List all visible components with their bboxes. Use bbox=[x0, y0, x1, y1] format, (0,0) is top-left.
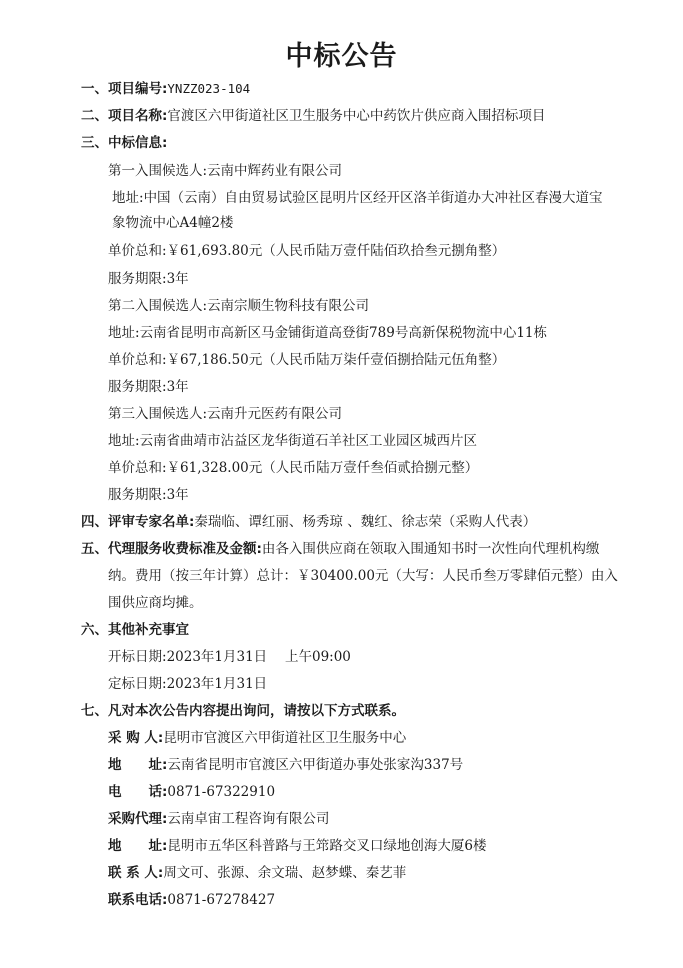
project-number-line bbox=[81, 80, 250, 98]
buyer-address-line bbox=[108, 756, 463, 774]
buyer-name-label: 采 购 人: bbox=[108, 730, 164, 746]
candidate-1-address-line2: 象物流中心A4幢2楼 bbox=[112, 215, 234, 231]
candidate-1-name: 云南中辉药业有限公司 bbox=[207, 163, 343, 179]
opening-date-value: 2023年1月31日 上午09:00 bbox=[166, 649, 351, 665]
review-experts-line bbox=[81, 513, 536, 531]
opening-date-label: 开标日期: bbox=[108, 649, 167, 665]
buyer-phone-line bbox=[108, 783, 275, 801]
review-experts-value: 秦瑞临、谭红丽、杨秀琼 、魏红、徐志荣（采购人代表） bbox=[194, 514, 537, 530]
agency-fee-text-3: 围供应商均摊。 bbox=[108, 595, 203, 611]
candidate-1-line bbox=[108, 162, 342, 180]
buyer-name-line bbox=[108, 729, 406, 747]
buyer-address: 云南省昆明市官渡区六甲街道办事处张家沟337号 bbox=[167, 757, 464, 773]
candidate-2-term-label: 服务期限: bbox=[108, 379, 167, 395]
candidate-1-term: 3年 bbox=[166, 271, 189, 287]
agent-address-line bbox=[108, 837, 487, 855]
opening-date-line bbox=[108, 648, 351, 666]
award-date-label: 定标日期: bbox=[108, 676, 167, 692]
agent-name-line bbox=[108, 810, 329, 828]
buyer-name: 昆明市官渡区六甲街道社区卫生服务中心 bbox=[163, 730, 407, 746]
candidate-3-price-label: 单价总和: bbox=[108, 460, 167, 476]
candidate-2-term-line bbox=[108, 378, 189, 396]
project-number-label: 一、项目编号: bbox=[81, 81, 168, 97]
agency-fee-line bbox=[81, 540, 599, 558]
award-date-value: 2023年1月31日 bbox=[166, 676, 268, 692]
candidate-2-price-line bbox=[108, 351, 505, 369]
award-info-heading: 三、中标信息: bbox=[81, 135, 168, 151]
candidate-3-address-line bbox=[108, 432, 477, 450]
candidate-1-price: ￥61,693.80元（人民币陆万壹仟陆佰玖拾叁元捌角整） bbox=[166, 243, 506, 259]
agent-phone: 0871-67278427 bbox=[167, 892, 276, 908]
agency-fee-text-2: 纳。费用（按三年计算）总计：￥30400.00元（大写：人民币叁万零肆佰元整）由入 bbox=[108, 568, 618, 584]
candidate-2-line bbox=[108, 297, 369, 315]
candidate-1-price-label: 单价总和: bbox=[108, 243, 167, 259]
agent-name: 云南卓宙工程咨询有限公司 bbox=[167, 811, 330, 827]
candidate-2-address-label: 地址: bbox=[108, 325, 140, 341]
candidate-3-price-line bbox=[108, 459, 478, 477]
candidate-1-price-line bbox=[108, 242, 505, 260]
candidate-3-price: ￥61,328.00元（人民币陆万壹仟叁佰贰拾捌元整） bbox=[166, 460, 479, 476]
agent-contact-label: 联 系 人: bbox=[108, 865, 164, 881]
candidate-3-label: 第三入围候选人: bbox=[108, 406, 208, 422]
agent-phone-line bbox=[108, 891, 275, 909]
candidate-3-address-label: 地址: bbox=[108, 433, 140, 449]
buyer-phone: 0871-67322910 bbox=[167, 784, 276, 800]
project-number-value: YNZZ023-104 bbox=[167, 81, 251, 96]
agent-name-label: 采购代理: bbox=[108, 811, 168, 827]
review-experts-label: 四、评审专家名单: bbox=[81, 514, 195, 530]
candidate-3-address: 云南省曲靖市沾益区龙华街道石羊社区工业园区城西片区 bbox=[139, 433, 478, 449]
agency-fee-text-1: 由各入围供应商在领取入围通知书时一次性向代理机构缴 bbox=[261, 541, 600, 557]
project-name-line bbox=[81, 107, 545, 125]
buyer-phone-label: 电 话: bbox=[108, 784, 168, 800]
candidate-1-address-line bbox=[112, 189, 603, 207]
page-title: 中标公告 bbox=[285, 41, 398, 72]
agent-address-label: 地 址: bbox=[108, 838, 168, 854]
buyer-address-label: 地 址: bbox=[108, 757, 168, 773]
award-date-line bbox=[108, 675, 267, 693]
candidate-2-address: 云南省昆明市高新区马金铺街道高登街789号高新保税物流中心11栋 bbox=[139, 325, 548, 341]
candidate-1-term-label: 服务期限: bbox=[108, 271, 167, 287]
candidate-3-line bbox=[108, 405, 342, 423]
project-name-value: 官渡区六甲街道社区卫生服务中心中药饮片供应商入围招标项目 bbox=[167, 108, 546, 124]
agent-address: 昆明市五华区科普路与王筇路交叉口绿地创海大厦6楼 bbox=[167, 838, 487, 854]
candidate-1-term-line bbox=[108, 270, 189, 288]
candidate-2-address-line bbox=[108, 324, 547, 342]
agent-contact-line bbox=[108, 864, 406, 882]
candidate-2-label: 第二入围候选人: bbox=[108, 298, 208, 314]
candidate-2-price: ￥67,186.50元（人民币陆万柒仟壹佰捌拾陆元伍角整） bbox=[166, 352, 506, 368]
project-name-label: 二、项目名称: bbox=[81, 108, 168, 124]
candidate-1-label: 第一入围候选人: bbox=[108, 163, 208, 179]
candidate-3-term-label: 服务期限: bbox=[108, 487, 167, 503]
candidate-1-address: 中国（云南）自由贸易试验区昆明片区经开区洛羊街道办大冲社区春漫大道宝 bbox=[143, 190, 603, 206]
agent-phone-label: 联系电话: bbox=[108, 892, 168, 908]
candidate-3-term-line bbox=[108, 486, 189, 504]
agency-fee-label: 五、代理服务收费标准及金额: bbox=[81, 541, 262, 557]
candidate-3-name: 云南升元医药有限公司 bbox=[207, 406, 343, 422]
candidate-2-term: 3年 bbox=[166, 379, 189, 395]
contact-heading: 七、凡对本次公告内容提出询问，请按以下方式联系。 bbox=[81, 703, 405, 719]
candidate-2-name: 云南宗顺生物科技有限公司 bbox=[207, 298, 370, 314]
candidate-1-address-label: 地址: bbox=[112, 190, 144, 206]
other-matters-heading: 六、其他补充事宜 bbox=[81, 622, 189, 638]
agent-contact: 周文可、张源、余文瑞、赵梦蝶、秦艺菲 bbox=[163, 865, 407, 881]
candidate-3-term: 3年 bbox=[166, 487, 189, 503]
candidate-2-price-label: 单价总和: bbox=[108, 352, 167, 368]
